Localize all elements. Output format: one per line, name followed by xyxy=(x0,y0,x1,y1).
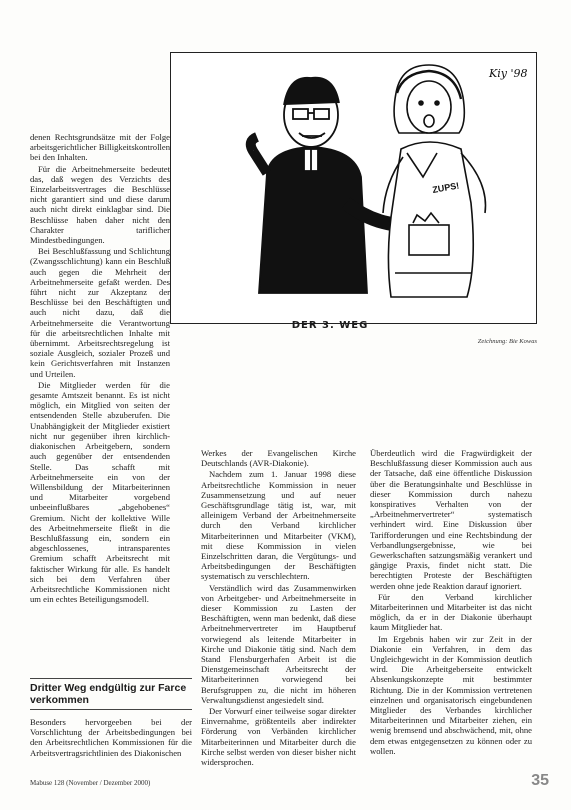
paragraph: Für die Arbeitnehmerseite bedeutet das, daß wegen des Verzichts des Einzelarbeitsvertrages die Beschlüsse nicht garantiert sind und diese darum auch nicht direkt einklagbar sind. Die Beschlüsse haben daher nicht den Charakter tariflicher Mindestbedingungen. xyxy=(30,163,170,246)
paragraph: Verständlich wird das Zusammenwirken von Arbeitgeber- und Arbeitnehmerseite in dieser Kommission zu Lasten der Beschäftigten, wenn man bedenkt, daß diese Arbeitnehmervertreter im Hauptberuf vorwiegend als leitende Mitarbeiter in Kirche und Diakonie tätig sind. Nach dem Stand Flensburgerhafen Arbeit ist die Dienstgemeinschaft Arbeitsrecht der Mitarbeiterinnen vorwiegend bei Berufsgruppen zu, die nicht im höheren Verwaltungsdienst angesiedelt sind. xyxy=(201,582,356,705)
subheading-box xyxy=(30,678,192,710)
issue-footer: Mabuse 128 (November / Dezember 2000) xyxy=(30,779,151,787)
page-number: 35 xyxy=(531,772,549,789)
cartoon-caption: DER 3. WEG xyxy=(291,320,369,331)
cartoon-drawing xyxy=(171,53,537,324)
paragraph: Der Vorwurf einer teilweise sogar direkter Einvernahme, größtenteils aber indirekter Förderung von Verbänden kirchlicher Mitarbeiterinnen und Mitarbeiter durch die Kirche selbst werden von dieser bisher nicht widersprochen. xyxy=(201,706,356,768)
cartoon-illustration xyxy=(170,52,537,324)
article-column-2 xyxy=(201,448,356,768)
paragraph: Nachdem zum 1. Januar 1998 diese Arbeitsrechtliche Kommission in neuer Zusammensetzung und auf neuer Geschäftsgrundlage tätig ist, war, mit alleinigem Verband der Arbeitnehmerseite durch den Verband kirchlicher Mitarbeiterinnen und Mitarbeiter (VKM), mit diese Kommission in vielen Einzelschritten daran, die Vergütungs- und Arbeitsbedingungen der Beschäftigten systematisch zu verschlechtern. xyxy=(201,469,356,582)
article-column-3 xyxy=(370,448,532,757)
illustration-credit: Zeichnung: Bie Kowas xyxy=(477,338,537,345)
paragraph: Im Ergebnis haben wir zur Zeit in der Diakonie ein Verfahren, in dem das Ungleichgewicht in der Kommission deutlich wird. Die Arbeitgeberseite entwickelt Absenkungskonzepte mit bestimmter Richtung. Die in der Kommission vertretenen einzelnen und organisatorisch eingebundenen Mitglieder des Verbandes kirchlicher Mitarbeiterinnen und Mitarbeiter ziehen, ein wenig bremsend und abschwächend, mit, ohne dem etwas entgegensetzen zu können oder zu wollen. xyxy=(370,633,532,756)
sound-word: ZUPS! xyxy=(431,180,460,195)
paragraph: Überdeutlich wird die Fragwürdigkeit der Beschlußfassung dieser Kommission auch aus der Tatsache, daß eine öffentliche Diskussion über die Beratungsinhalte und Beschlüsse in dieser Kommission durch nahezu konspiratives Verhalten von der „Arbeitnehmervertreter“ systematisch verhindert wird. Eine Diskussion über Tarifforderungen und eine Rechtsbindung der Verbandlungsergebnisse, wie bei Gewerkschaften satzungsmäßig verankert und gängige Praxis, findet nicht statt. Die berechtigten Proteste der Beschäftigten werden ohne jede Reaktion darauf ignoriert. xyxy=(370,448,532,591)
article-column-1 xyxy=(30,132,170,605)
artist-signature: Kiy '98 xyxy=(489,67,528,80)
paragraph: Werkes der Evangelischen Kirche Deutschlands (AVR-Diakonie). xyxy=(201,448,356,469)
article-column-1-continued xyxy=(30,717,192,759)
subheading: Dritter Weg endgültig zur Farce verkommen xyxy=(30,682,187,706)
paragraph: Für den Verband kirchlicher Mitarbeiterinnen und Mitarbeiter ist das nicht möglich, da er in der Diakonie überhaupt kaum Mitglieder hat. xyxy=(370,591,532,633)
paragraph: Bei Beschlußfassung und Schlichtung (Zwangsschlichtung) kann ein Beschluß auch gegen die Mehrheit der Arbeitnehmerseite gefaßt werden. Des führt nicht zur Akzeptanz der Beschlüsse bei den Beschäftigten und auch nicht dazu, daß die Arbeitnehmerseite die Verantwortung für die arbeitsrechtlichen Inhalte mit übernimmt. Arbeitsrechtsregelung ist soziale Ausgleich, sozialer Prozeß und kein Gerichtsverfahren mit Instanzen und Urteilen. xyxy=(30,246,170,379)
paragraph: Besonders hervorgeeben bei der Vorschlichtung der Arbeitsbedingungen bei den Arbeitsrechtlichen Kommissionen für die Arbeitsvertragsrichtlinien des Diakonischen xyxy=(30,717,192,758)
paragraph: Die Mitglieder werden für die gesamte Amtszeit benannt. Es ist nicht möglich, ein Mitglied von seiten der entsendenden Stelle abzuberufen. Die Unabhängigkeit der Mitglieder existiert nicht nur gegenüber ihren kirchlich-diakonischen Arbeitgebern, sondern auch gegenüber der entsendenden Stelle. Das schafft mit Arbeitnehmerseite ein von der Willensbildung der Mitarbeiterinnen und Mitarbeiter vorgebend unbeeinflußbares „abgehobenes“ Gremium. Nicht der kollektive Wille des Arbeitnehmerseite fließt in die Beschlußfassung ein, sondern ein abgeschlossenes, intransparentes Gremium schafft Arbeitsrecht mit faktischer Wirkung für alle. Es handelt sich bei dem Verfahren über Arbeitsrechtliche Kommissionen nicht um ein echtes Beteiligungsmodell. xyxy=(30,379,170,605)
paragraph: denen Rechtsgrundsätze mit der Folge arbeitsgerichtlicher Billigkeitskontrollen bei den Inhalten. xyxy=(30,132,170,163)
